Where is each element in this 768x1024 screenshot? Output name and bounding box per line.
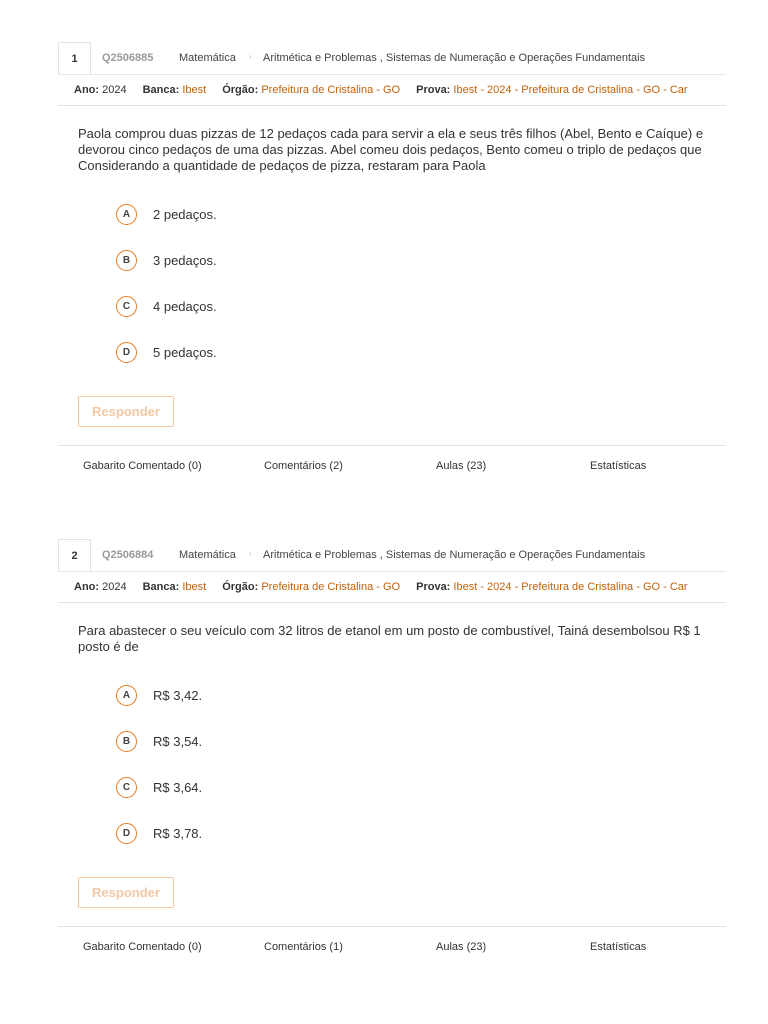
alternative-text: 5 pedaços. (153, 344, 217, 360)
statement-line: devorou cinco pedaços de uma das pizzas. Abel comeu dois pedaços, Bento comeu o triplo de pedaços que (78, 142, 702, 157)
question-statement (78, 623, 726, 655)
alternative-letter[interactable]: C (116, 296, 137, 317)
alternative-text: R$ 3,54. (153, 733, 203, 749)
question-id-link[interactable]: Q2506884 (102, 549, 154, 561)
year-label: Ano: (74, 84, 100, 96)
alternative-text: 2 pedaços. (153, 206, 217, 222)
exam-link[interactable]: Ibest - 2024 - Prefeitura de Cristalina - GO - Car (453, 581, 688, 593)
alternative-letter[interactable]: A (116, 204, 137, 225)
alternative-letter[interactable]: D (116, 823, 137, 844)
question-card (58, 539, 726, 967)
tab-aulas[interactable]: Aulas (23) (436, 941, 487, 953)
chevron-right-icon: › (249, 52, 252, 61)
exam-link[interactable]: Ibest - 2024 - Prefeitura de Cristalina - GO - Car (453, 84, 688, 96)
alternative-c[interactable] (116, 294, 726, 318)
alternative-a[interactable] (116, 202, 726, 226)
statement-line: Para abastecer o seu veículo com 32 litros de etanol em um posto de combustível, Tainá desembolsou R$ 1 (78, 623, 701, 638)
year-value: 2024 (102, 581, 127, 593)
alternative-text: 4 pedaços. (153, 298, 217, 314)
question-card (58, 42, 726, 486)
year-label: Ano: (74, 581, 100, 593)
question-number: 2 (58, 539, 91, 571)
question-statement (78, 126, 726, 174)
topic-links[interactable]: Aritmética e Problemas , Sistemas de Numeração e Operações Fundamentais (263, 549, 646, 561)
statement-line: Considerando a quantidade de pedaços de pizza, restaram para Paola (78, 158, 486, 173)
alternative-b[interactable] (116, 729, 726, 753)
alternative-text: R$ 3,42. (153, 687, 203, 703)
tab-gabarito-comentado[interactable]: Gabarito Comentado (0) (83, 460, 202, 472)
board-label: Banca: (142, 581, 180, 593)
statement-line: Paola comprou duas pizzas de 12 pedaços cada para servir a ela e seus três filhos (Abel, Bento e Caíque) e (78, 126, 704, 141)
organ-label: Órgão: (222, 84, 259, 96)
alternative-d[interactable] (116, 340, 726, 364)
statement-line: posto é de (78, 639, 139, 654)
question-header (58, 539, 726, 571)
alternative-a[interactable] (116, 683, 726, 707)
board-link[interactable]: Ibest (182, 581, 207, 593)
alternative-d[interactable] (116, 821, 726, 845)
alternative-text: R$ 3,78. (153, 825, 203, 841)
tab-aulas[interactable]: Aulas (23) (436, 460, 487, 472)
board-link[interactable]: Ibest (182, 84, 207, 96)
question-footer-tabs (58, 445, 726, 486)
tab-comentarios[interactable]: Comentários (1) (264, 941, 343, 953)
alternative-letter[interactable]: B (116, 250, 137, 271)
question-meta (58, 571, 726, 603)
subject-link[interactable]: Matemática (179, 52, 236, 64)
alternatives-list (116, 683, 726, 845)
alternative-text: 3 pedaços. (153, 252, 217, 268)
alternative-c[interactable] (116, 775, 726, 799)
alternative-letter[interactable]: A (116, 685, 137, 706)
chevron-right-icon: › (249, 549, 252, 558)
alternative-letter[interactable]: D (116, 342, 137, 363)
organ-link[interactable]: Prefeitura de Cristalina - GO (261, 84, 401, 96)
question-id-link[interactable]: Q2506885 (102, 52, 154, 64)
tab-comentarios[interactable]: Comentários (2) (264, 460, 343, 472)
exam-label: Prova: (416, 581, 451, 593)
board-label: Banca: (142, 84, 180, 96)
alternative-text: R$ 3,64. (153, 779, 203, 795)
topic-links[interactable]: Aritmética e Problemas , Sistemas de Numeração e Operações Fundamentais (263, 52, 646, 64)
tab-estatisticas[interactable]: Estatísticas (590, 460, 647, 472)
alternative-b[interactable] (116, 248, 726, 272)
question-number: 1 (58, 42, 91, 74)
tab-estatisticas[interactable]: Estatísticas (590, 941, 647, 953)
subject-link[interactable]: Matemática (179, 549, 236, 561)
year-value: 2024 (102, 84, 127, 96)
question-footer-tabs (58, 926, 726, 967)
exam-label: Prova: (416, 84, 451, 96)
tab-gabarito-comentado[interactable]: Gabarito Comentado (0) (83, 941, 202, 953)
alternative-letter[interactable]: B (116, 731, 137, 752)
question-header (58, 42, 726, 74)
organ-link[interactable]: Prefeitura de Cristalina - GO (261, 581, 401, 593)
respond-button[interactable]: Responder (78, 396, 174, 427)
alternatives-list (116, 202, 726, 364)
respond-button[interactable]: Responder (78, 877, 174, 908)
alternative-letter[interactable]: C (116, 777, 137, 798)
question-meta (58, 74, 726, 106)
organ-label: Órgão: (222, 581, 259, 593)
